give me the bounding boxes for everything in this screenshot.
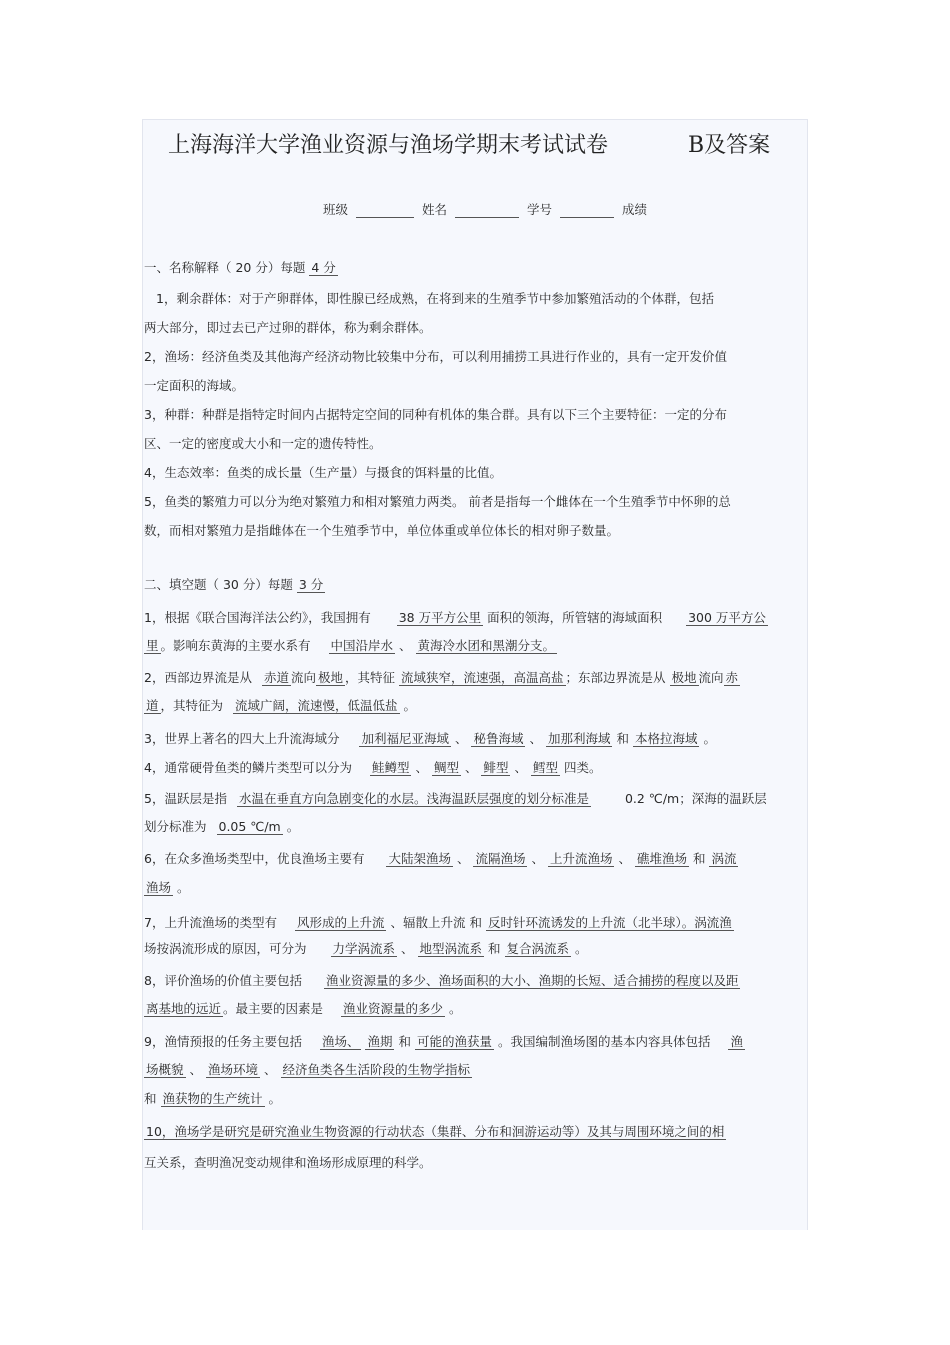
q9-answer: 渔场环境 [208, 1062, 259, 1077]
q8-answer: 渔业资源量的多少、渔场面积的大小、渔期的长短、适合捕捞的程度以及距 [325, 973, 739, 988]
class-label: 班级 [323, 202, 349, 217]
q2-line1 [144, 670, 740, 686]
q3-text: 3，世界上著名的四大上升流海域分 [144, 731, 340, 746]
q9-answer: 可能的渔获量 [416, 1034, 492, 1049]
q6-answer: 涡流 [711, 851, 737, 866]
q8-answer-main-factor: 渔业资源量的多少 [343, 1001, 444, 1016]
q2-text: 流向 [290, 670, 316, 685]
q10-line1 [144, 1124, 726, 1140]
q4-answer: 鳕型 [532, 760, 558, 775]
id-label: 学号 [526, 202, 552, 217]
q2-answer-continued: 道 [146, 698, 159, 713]
q2-answer: 极地 [317, 670, 343, 685]
q2-answer-east-feature: 流域广阔，流速慢，低温低盐 [235, 698, 398, 713]
section1-heading [144, 260, 338, 276]
q9-end: 。 [268, 1091, 282, 1106]
q3-answer: 加那利海域 [547, 731, 611, 746]
q2-answer: 赤道 [263, 670, 289, 685]
score-label: 成绩 [621, 202, 647, 217]
q3-end: 。 [703, 731, 716, 746]
q9-sep: 和 [398, 1034, 411, 1049]
q7-end: 。 [575, 941, 588, 956]
q4-text: 4，通常硬骨鱼类的鳞片类型可以分为 [144, 760, 352, 775]
q6-sep: 、 [531, 851, 544, 866]
section2-heading-text: 二、填空题（ 30 分）每题 [144, 577, 293, 592]
q2-text: 2，西部边界流是从 [144, 670, 252, 685]
q1-answer-continued: 里 [146, 638, 159, 653]
q4-answer: 鲑鳟型 [371, 760, 410, 775]
q3-sep: 、 [454, 731, 468, 746]
q7-line1 [144, 915, 734, 931]
q3-sep: 和 [616, 731, 629, 746]
q4-end: 四类。 [563, 760, 602, 775]
q5-line1 [144, 791, 767, 807]
q5-end: 。 [286, 819, 300, 834]
def-5-line1: 5，鱼类的繁殖力可以分为绝对繁殖力和相对繁殖力两类。 前者是指每一个雌体在一个生殖季节中怀卵的总 [144, 494, 731, 509]
id-blank [560, 203, 614, 218]
q1-answer-water-system-2: 黄海冷水团和黑潮分支。 [417, 638, 556, 653]
q4-sep: 、 [415, 760, 428, 775]
q9-sep: 、 [264, 1062, 277, 1077]
q2-answer: 极地 [671, 670, 697, 685]
def-1-line2: 两大部分，即过去已产过卵的群体，称为剩余群体。 [144, 320, 432, 335]
q9-answer: 渔期 [367, 1034, 393, 1049]
q9-line3 [144, 1091, 281, 1107]
q2-answer: 赤 [725, 670, 739, 685]
q8-end: 。 [449, 1001, 462, 1016]
q9-answer-continued: 场概貌 [146, 1062, 184, 1077]
section2-heading [144, 577, 325, 593]
q2-text: ，其特征 [345, 670, 396, 685]
q2-text: 流向 [698, 670, 724, 685]
q7-answer: 风形成的上升流 [296, 915, 385, 930]
exam-title: 上海海洋大学渔业资源与渔场学期末考试试卷 [168, 133, 609, 158]
q9-answer: 渔 [730, 1034, 743, 1049]
q9-sep: 、 [189, 1062, 203, 1077]
q4-answer: 鲱型 [483, 760, 509, 775]
q6-line2 [144, 880, 190, 896]
q9-answer: 渔获物的生产统计 [162, 1091, 263, 1106]
q7-text: 7，上升流渔场的类型有 [144, 915, 277, 930]
q6-sep: 、 [456, 851, 470, 866]
q7-answer: 反时针环流诱发的上升流（北半球）。涡流渔 [487, 915, 732, 930]
def-3-line2: 区、一定的密度或大小和一定的遗传特性。 [144, 436, 382, 451]
section2-points: 3 分 [298, 577, 324, 592]
q4-sep: 、 [514, 760, 527, 775]
name-blank [455, 203, 519, 218]
q6-answer: 流隔渔场 [475, 851, 526, 866]
q7-answer: 、辐散上升流 [390, 915, 466, 930]
q5-answer-deep-standard: 0.05 ℃/m [218, 819, 281, 834]
section1-heading-text: 一、名称解释（ 20 分）每题 [144, 260, 306, 275]
q2-end: 。 [403, 698, 417, 713]
q1-text: 。影响东黄海的主要水系有 [160, 638, 311, 653]
q6-answer: 礁堆渔场 [636, 851, 687, 866]
q2-line2 [144, 698, 416, 714]
q3-answer: 加利福尼亚海域 [361, 731, 449, 746]
q7-line2 [144, 941, 588, 957]
def-5-line2: 数，而相对繁殖力是指雌体在一个生殖季节中，单位体重或单位体长的相对卵子数量。 [144, 523, 620, 538]
q2-text: ，其特征为 [160, 698, 224, 713]
q7-text: 场按涡流形成的原因，可分为 [144, 941, 307, 956]
q5-text: 5，温跃层是指 [144, 791, 227, 806]
q5-line2 [144, 819, 299, 835]
q6-text: 6，在众多渔场类型中，优良渔场主要有 [144, 851, 365, 866]
q8-text: 。最主要的因素是 [223, 1001, 324, 1016]
q1-text: 面积的领海，所管辖的海域面积 [487, 610, 663, 625]
q9-text: 9，渔情预报的任务主要包括 [144, 1034, 302, 1049]
q5-text: 划分标准为 [144, 819, 207, 834]
q10-line2: 互关系，查明渔况变动规律和渔场形成原理的科学。 [144, 1155, 432, 1170]
info-row [323, 202, 647, 218]
q3-answer: 本格拉海域 [634, 731, 698, 746]
name-label: 姓名 [421, 202, 447, 217]
q10-answer: 10，渔场学是研究是研究渔业生物资源的行动状态（集群、分布和洄游运动等）及其与周围环境之间的相 [146, 1124, 725, 1139]
q8-line2 [144, 1001, 462, 1017]
exam-title-version: B及答案 [688, 133, 771, 158]
class-blank [356, 203, 414, 218]
q9-line2 [144, 1062, 472, 1078]
q7-answer: 复合涡流系 [506, 941, 570, 956]
q1-answer-territorial-sea: 38 万平方公里 [398, 610, 482, 625]
def-2-line2: 一定面积的海域。 [144, 378, 245, 393]
def-4: 4，生态效率：鱼类的成长量（生产量）与摄食的饵料量的比值。 [144, 465, 502, 480]
q6-line1 [144, 851, 738, 867]
q6-sep: 、 [618, 851, 631, 866]
def-3-line1: 3，种群：种群是指特定时间内占据特定空间的同种有机体的集合群。具有以下三个主要特征：一定的分布 [144, 407, 727, 422]
q8-line1 [144, 973, 740, 989]
q7-sep: 和 [488, 941, 501, 956]
q7-sep: 和 [469, 915, 482, 930]
q5-answer-definition: 水温在垂直方向急剧变化的水层。浅海温跃层强度的划分标准是 [238, 791, 589, 806]
def-1-line1: 1，剩余群体：对于产卵群体，即性腺已经成熟，在将到来的生殖季节中参加繁殖活动的个体群，包括 [156, 291, 714, 306]
q3-answer: 秘鲁海域 [473, 731, 524, 746]
q6-end: 。 [177, 880, 190, 895]
q6-sep: 和 [692, 851, 706, 866]
q1-answer-jurisdiction-area: 300 万平方公 [688, 610, 766, 625]
q1-line1 [144, 610, 768, 626]
q2-text: ；东部边界流是从 [565, 670, 666, 685]
q4-line [144, 760, 601, 776]
q7-answer: 力学涡流系 [332, 941, 396, 956]
section1-points: 4 分 [311, 260, 336, 275]
q9-sep: 和 [144, 1091, 157, 1106]
q5-text: 0.2 ℃/m；深海的温跃层 [624, 791, 767, 806]
q9-line1 [144, 1034, 745, 1050]
q1-sep: 、 [399, 638, 412, 653]
q4-sep: 、 [464, 760, 478, 775]
q3-line [144, 731, 716, 747]
q6-answer: 大陆架渔场 [388, 851, 451, 866]
q7-answer: 地型涡流系 [419, 941, 483, 956]
q1-line2 [144, 638, 557, 654]
q9-answer: 渔场、 [321, 1034, 360, 1049]
q9-answer: 经济鱼类各生活阶段的生物学指标 [282, 1062, 471, 1077]
def-2-line1: 2，渔场：经济鱼类及其他海产经济动物比较集中分布，可以利用捕捞工具进行作业的，具有一定开发价值 [144, 349, 727, 364]
q6-answer: 上升流渔场 [549, 851, 613, 866]
q1-text: 1，根据《联合国海洋法公约》，我国拥有 [144, 610, 371, 625]
q2-answer-west-feature: 流域狭窄，流速强，高温高盐 [401, 670, 564, 685]
q8-text: 8，评价渔场的价值主要包括 [144, 973, 302, 988]
q6-answer-continued: 渔场 [146, 880, 172, 895]
q9-text: 。我国编制渔场图的基本内容具体包括 [497, 1034, 711, 1049]
q4-answer: 鲷型 [433, 760, 459, 775]
q3-sep: 、 [529, 731, 542, 746]
q8-answer-continued: 离基地的远近 [146, 1001, 222, 1016]
q1-answer-water-system-1: 中国沿岸水 [330, 638, 394, 653]
q7-sep: 、 [401, 941, 414, 956]
